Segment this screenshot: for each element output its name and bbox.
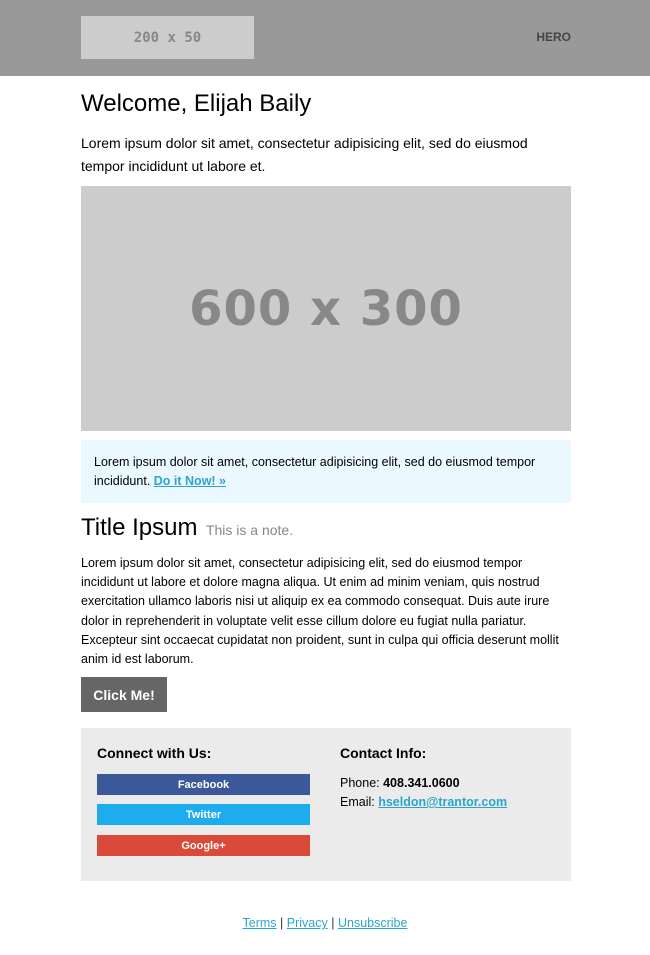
callout-text: Lorem ipsum dolor sit amet, consectetur adipisicing elit, sed do eiusmod tempor incididunt. [94, 455, 536, 488]
article-title-row [81, 514, 293, 542]
twitter-button[interactable]: Twitter [97, 804, 310, 825]
phone-number: 408.341.0600 [383, 776, 460, 790]
article-note: This is a note. [205, 522, 294, 538]
article-body: Lorem ipsum dolor sit amet, consectetur adipisicing elit, sed do eiusmod tempor incididunt ut labore et dolore magna aliqua. Ut enim ad minim veniam, quis nostrud exercitation ullamco laboris nisi ut aliquip ex ea commodo consequat. Duis aute irure dolor in reprehenderit in voluptate velit esse cillum dolore eu fugiat nulla pariatur. Excepteur sint occaecat cupidatat non proident, sunt in culpa qui officia deserunt mollit anim id est laborum. [81, 556, 559, 667]
unsubscribe-link[interactable]: Unsubscribe [337, 916, 408, 930]
email-label: Email: [340, 795, 375, 809]
callout-link[interactable]: Do it Now! » [153, 474, 226, 488]
logo-placeholder[interactable]: 200 x 50 [81, 16, 254, 59]
footer-links [0, 916, 650, 930]
footer-panel [81, 728, 571, 881]
google-plus-button[interactable]: Google+ [97, 835, 310, 856]
callout-panel [81, 440, 571, 503]
separator: | [331, 916, 335, 930]
contact-heading: Contact Info: [340, 745, 427, 761]
privacy-link[interactable]: Privacy [286, 916, 328, 930]
phone-label: Phone: [340, 776, 380, 790]
facebook-button[interactable]: Facebook [97, 774, 310, 795]
click-me-button[interactable]: Click Me! [81, 677, 167, 712]
email-link[interactable]: hseldon@trantor.com [378, 795, 508, 809]
article-title: Title Ipsum [81, 514, 198, 541]
contact-email-line [340, 795, 507, 809]
intro-text: Lorem ipsum dolor sit amet, consectetur adipisicing elit, sed do eiusmod tempor incididunt ut labore et. [81, 135, 528, 174]
separator: | [280, 916, 284, 930]
header-bar [0, 0, 650, 76]
connect-heading: Connect with Us: [97, 745, 212, 761]
contact-phone-line [340, 776, 460, 790]
hero-image-placeholder: 600 x 300 [81, 186, 571, 431]
hero-label: HERO [536, 30, 571, 44]
welcome-heading: Welcome, Elijah Baily [81, 90, 312, 117]
terms-link[interactable]: Terms [242, 916, 277, 930]
